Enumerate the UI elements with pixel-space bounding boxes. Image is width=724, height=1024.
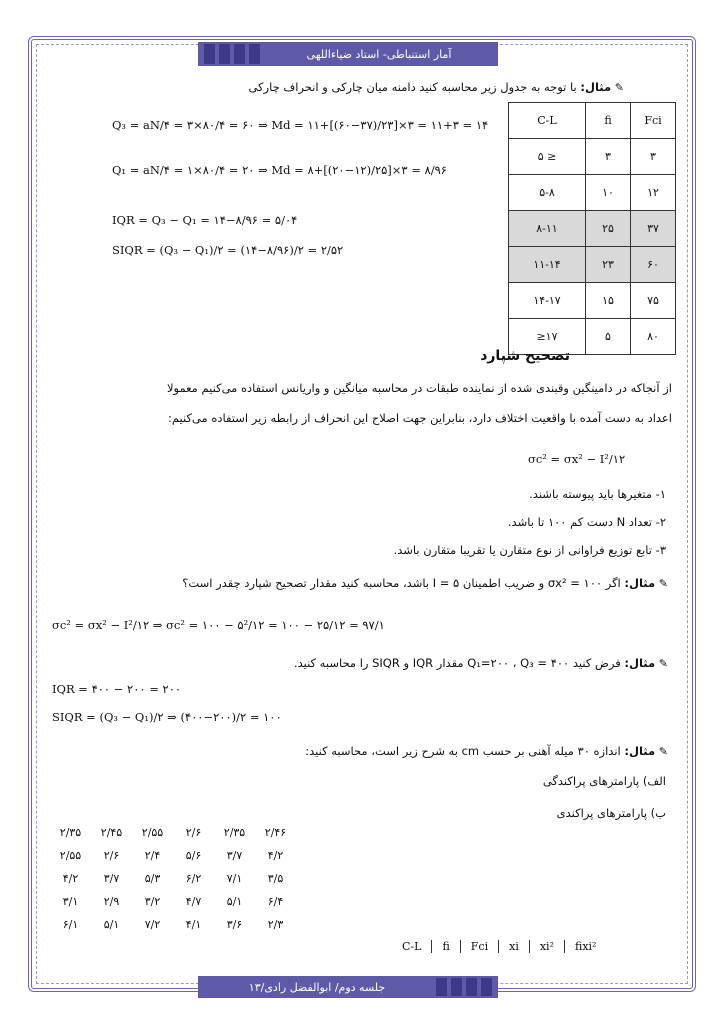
table-cell: ۱۱-۱۴ [509, 247, 586, 283]
page-header [198, 42, 498, 66]
example1-table [508, 102, 676, 355]
table-cell: ۵-۸ [509, 175, 586, 211]
table-row [509, 175, 676, 211]
grid-cell: ۲/۶ [103, 849, 120, 862]
example1-line [104, 80, 624, 94]
example2-text: اگر σx² = ۱۰۰ و ضریب اطمینان I = ۵ باشد، محاسبه کنید مقدار تصحیح شپارد چقدر است؟ [182, 576, 621, 590]
table-header: xi [498, 940, 529, 953]
grid-cell: ۴/۱ [185, 918, 202, 931]
table-header: C-L [509, 103, 586, 139]
grid-cell: ۵/۱ [103, 918, 120, 931]
grid-cell: ۲/۴ [144, 849, 161, 862]
table-cell: ۶۰ [631, 247, 676, 283]
pencil-icon: ✎ [658, 745, 668, 758]
grid-cell: ۶/۲ [185, 872, 202, 885]
example3-formula-siqr: SIQR = (Q₃ − Q₁)/۲ ⇒ (۴۰۰−۲۰۰)/۲ = ۱۰۰ [52, 710, 282, 724]
table-cell: ≥۱۷ [509, 319, 586, 355]
example3-text: فرض کنید Q₁=۲۰۰ ، Q₃ = ۴۰۰ مقدار IQR و SIQR را محاسبه کنید. [293, 656, 621, 670]
grid-cell: ۳/۱ [62, 895, 79, 908]
grid-cell: ۵/۱ [226, 895, 243, 908]
example3-line [48, 656, 668, 670]
example3-formula-iqr: IQR = ۴۰۰ − ۲۰۰ = ۲۰۰ [52, 682, 182, 696]
grid-cell: ۲/۳۵ [223, 826, 246, 839]
grid-cell: ۲/۳۵ [59, 826, 82, 839]
grid-cell: ۴/۷ [185, 895, 202, 908]
table-header: C-L [402, 940, 422, 953]
table-cell: ۱۲ [631, 175, 676, 211]
table-row [509, 247, 676, 283]
condition-3: ۳- تابع توزیع فراوانی از نوع متقارن یا تقریبا متقارن باشد. [393, 543, 666, 557]
grid-row [50, 895, 296, 918]
part-b: ب) پارامترهای پراکندی [556, 806, 666, 820]
example1-formula-iqr: IQR = Q₃ − Q₁ = ۱۴−۸/۹۶ = ۵/۰۴ [112, 213, 298, 227]
section-heading: تصحیح شپارد [480, 348, 570, 364]
example2-line [48, 576, 668, 590]
table-cell: ۲۳ [586, 247, 631, 283]
table-cell: ۸۰ [631, 319, 676, 355]
header-bars [204, 44, 260, 64]
section-paragraph-2: اعداد به دست آمده با واقعیت اختلاف دارد، بنابراین جهت اصلاح این انحراف از رابطه زیر استفاده می‌کنیم: [167, 411, 672, 425]
grid-cell: ۳/۶ [226, 918, 243, 931]
table-cell: ۵ [586, 319, 631, 355]
page-footer [198, 976, 498, 998]
table-cell: ۱۴-۱۷ [509, 283, 586, 319]
example4-line [48, 744, 668, 758]
footer-title: جلسه دوم/ ابوالفضل رادی/۱۳ [248, 980, 386, 994]
grid-cell: ۲/۶ [185, 826, 202, 839]
grid-cell: ۳/۲ [144, 895, 161, 908]
table-cell: ۳ [631, 139, 676, 175]
pencil-icon: ✎ [658, 657, 668, 670]
grid-cell: ۷/۲ [144, 918, 161, 931]
header-title: آمار استنباطی- استاد ضیاءاللهی [306, 47, 452, 61]
table-cell: ۱۵ [586, 283, 631, 319]
example1-label: مثال: [580, 80, 612, 94]
grid-cell: ۷/۱ [226, 872, 243, 885]
table-row [509, 211, 676, 247]
grid-cell: ۲/۴۶ [264, 826, 287, 839]
example3-label: مثال: [624, 656, 656, 670]
sheppard-formula: σc² = σx² − I²/۱۲ [528, 452, 626, 466]
grid-cell: ۳/۵ [267, 872, 284, 885]
table-cell: ۳ [586, 139, 631, 175]
footer-bars [436, 978, 492, 996]
table-cell: ۵ ≥ [509, 139, 586, 175]
example1-text: با توجه به جدول زیر محاسبه کنید دامنه میان چارکی و انحراف چارکی [248, 80, 577, 94]
condition-1: ۱- متغیرها باید پیوسته باشند. [529, 487, 666, 501]
table-cell: ۷۵ [631, 283, 676, 319]
table-header: xi² [529, 940, 564, 953]
grid-cell: ۲/۹ [103, 895, 120, 908]
grid-cell: ۲/۵۵ [141, 826, 164, 839]
example1-formula-q1: Q₁ = aN/۴ = ۱×۸۰/۴ = ۲۰ ⇒ Md = ۸+[(۲۰−۱۲)/۲۵]×۳ = ۸/۹۶ [112, 163, 447, 177]
example4-text: اندازه ۳۰ میله آهنی بر حسب cm به شرح زیر است، محاسبه کنید: [305, 744, 621, 758]
grid-row [50, 849, 296, 872]
data-grid [50, 826, 296, 941]
table-cell: ۳۷ [631, 211, 676, 247]
table-cell: ۱۰ [586, 175, 631, 211]
example4-table-header [392, 940, 606, 953]
table-row [509, 283, 676, 319]
table-header: fi [586, 103, 631, 139]
table-header: Fci [460, 940, 498, 953]
pencil-icon: ✎ [614, 81, 624, 94]
grid-cell: ۳/۷ [226, 849, 243, 862]
grid-cell: ۶/۱ [62, 918, 79, 931]
table-cell: ۲۵ [586, 211, 631, 247]
grid-cell: ۳/۷ [103, 872, 120, 885]
example1-formula-siqr: SIQR = (Q₃ − Q₁)/۲ = (۱۴−۸/۹۶)/۲ = ۲/۵۲ [112, 243, 344, 257]
part-a: الف) پارامترهای پراکندگی [542, 774, 666, 788]
example4-label: مثال: [624, 744, 656, 758]
grid-row [50, 826, 296, 849]
grid-cell: ۵/۶ [185, 849, 202, 862]
table-cell: ۸-۱۱ [509, 211, 586, 247]
section-paragraph-1: از آنجاکه در دامینگین وقبندی شده از نماینده طبقات در محاسبه میانگین و واریانس استفاده می‌کنیم معمولا [166, 381, 672, 395]
grid-cell: ۲/۵۵ [59, 849, 82, 862]
example2-label: مثال: [624, 576, 656, 590]
grid-cell: ۴/۲ [62, 872, 79, 885]
grid-cell: ۴/۲ [267, 849, 284, 862]
pencil-icon: ✎ [658, 577, 668, 590]
table-header: fi [431, 940, 459, 953]
example1-formula-q3: Q₃ = aN/۴ = ۳×۸۰/۴ = ۶۰ ⇒ Md = ۱۱+[(۶۰−۳۷)/۲۳]×۳ = ۱۱+۳ = ۱۴ [112, 118, 489, 132]
table-header: Fci [631, 103, 676, 139]
table-row [509, 139, 676, 175]
grid-cell: ۲/۴۵ [100, 826, 123, 839]
condition-2: ۲- تعداد N دست کم ۱۰۰ تا باشد. [507, 515, 666, 529]
grid-cell: ۶/۴ [267, 895, 284, 908]
example2-formula: σc² = σx² − I²/۱۲ ⇒ σc² = ۱۰۰ − ۵²/۱۲ = ۱۰۰ − ۲۵/۱۲ = ۹۷/۱ [52, 618, 385, 632]
grid-row [50, 872, 296, 895]
grid-cell: ۲/۳ [267, 918, 284, 931]
table-header: fixi² [564, 940, 606, 953]
grid-cell: ۵/۳ [144, 872, 161, 885]
grid-row [50, 918, 296, 941]
